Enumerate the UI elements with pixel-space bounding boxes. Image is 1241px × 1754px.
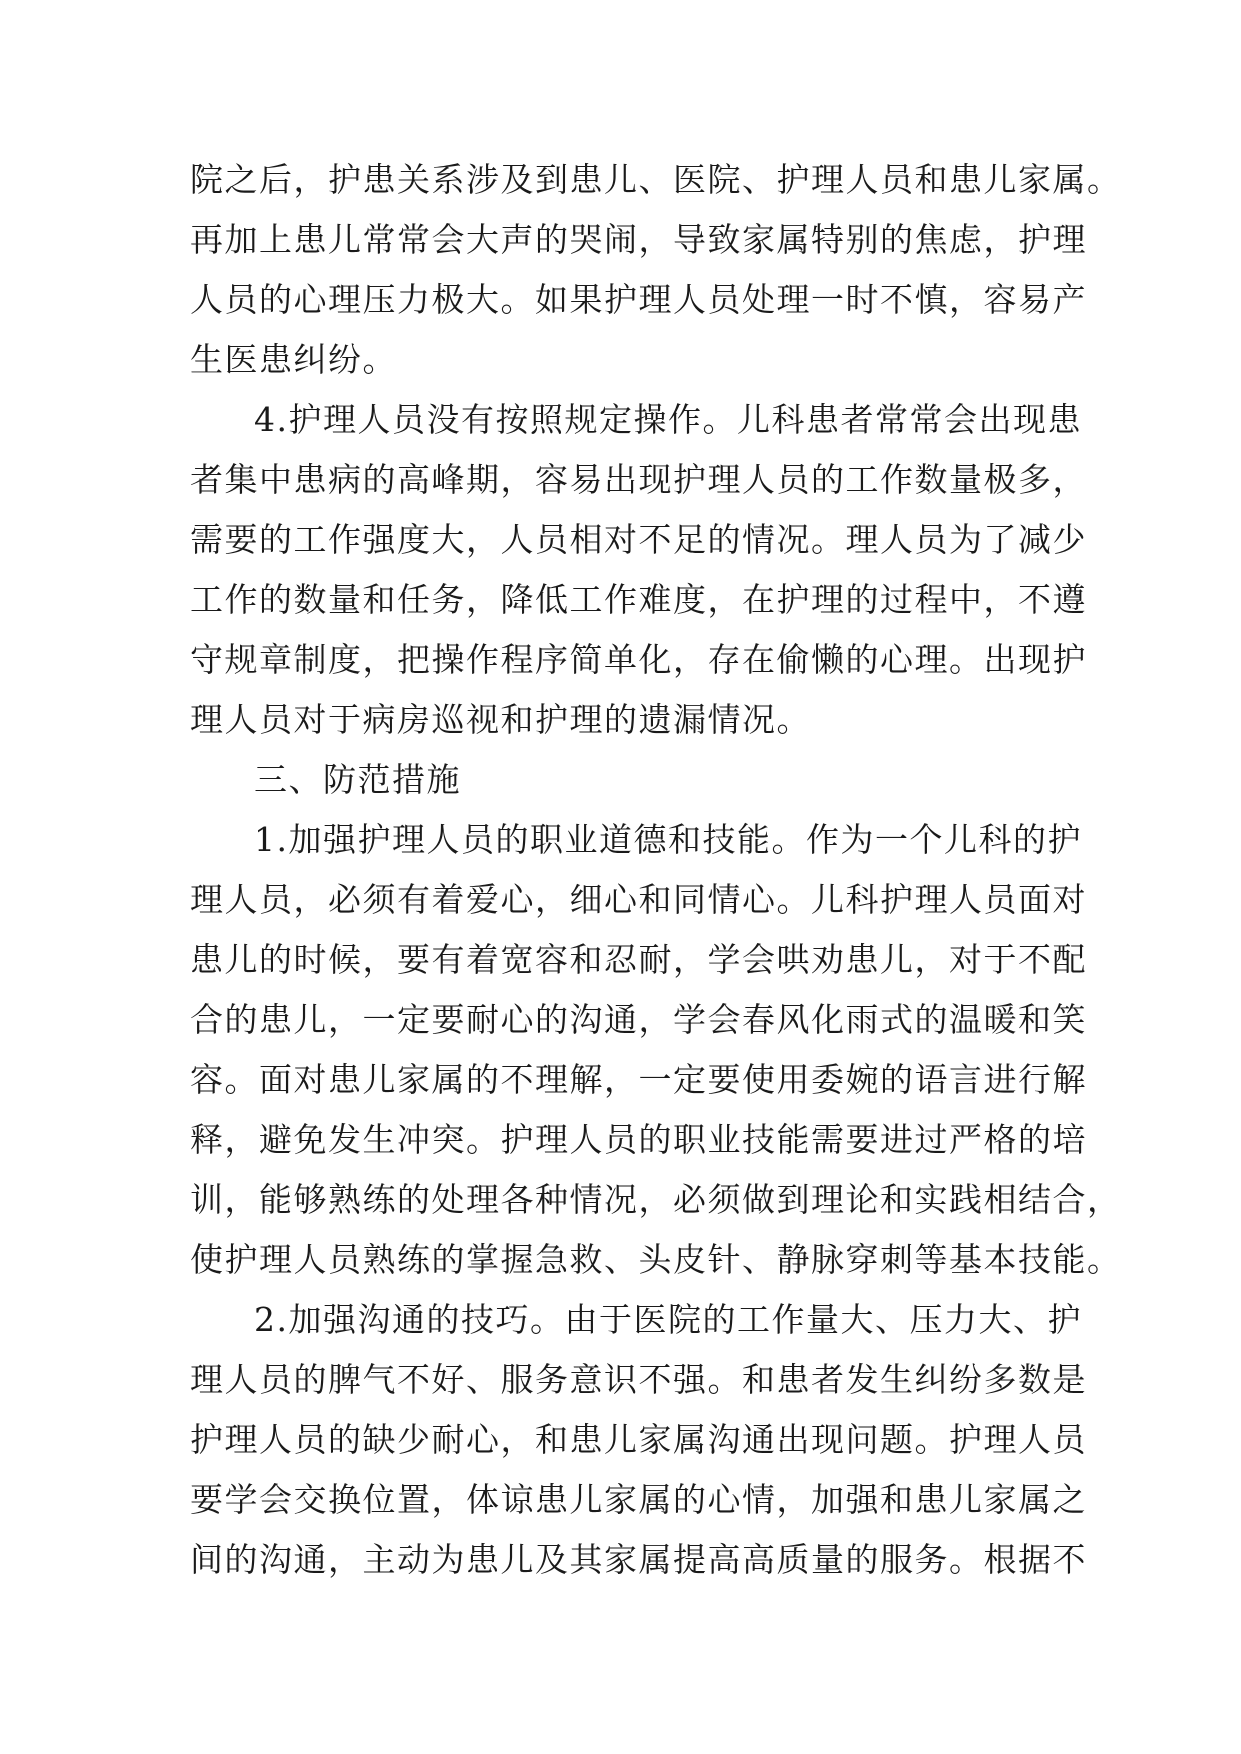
text-line: 合的患儿，一定要耐心的沟通，学会春风化雨式的温暖和笑 xyxy=(190,1000,1087,1039)
text-line: 理人员对于病房巡视和护理的遗漏情况。 xyxy=(190,700,811,739)
text-line: 2.加强沟通的技巧。由于医院的工作量大、压力大、护 xyxy=(254,1300,1082,1339)
text-line: 容。面对患儿家属的不理解，一定要使用委婉的语言进行解 xyxy=(190,1060,1087,1099)
text-line: 要学会交换位置，体谅患儿家属的心情，加强和患儿家属之 xyxy=(190,1480,1087,1519)
text-line: 院之后，护患关系涉及到患儿、医院、护理人员和患儿家属。 xyxy=(190,160,1122,199)
text-line: 使护理人员熟练的掌握急救、头皮针、静脉穿刺等基本技能。 xyxy=(190,1240,1122,1279)
section-heading: 三、防范措施 xyxy=(254,760,461,799)
text-line: 1.加强护理人员的职业道德和技能。作为一个儿科的护 xyxy=(254,820,1082,859)
text-line: 4.护理人员没有按照规定操作。儿科患者常常会出现患 xyxy=(254,400,1082,439)
text-line: 理人员，必须有着爱心，细心和同情心。儿科护理人员面对 xyxy=(190,880,1087,919)
text-line: 工作的数量和任务，降低工作难度，在护理的过程中，不遵 xyxy=(190,580,1087,619)
text-line: 守规章制度，把操作程序简单化，存在偷懒的心理。出现护 xyxy=(190,640,1087,679)
text-line: 需要的工作强度大，人员相对不足的情况。理人员为了减少 xyxy=(190,520,1087,559)
text-line: 者集中患病的高峰期，容易出现护理人员的工作数量极多， xyxy=(190,460,1087,499)
text-line: 生医患纠纷。 xyxy=(190,340,397,379)
text-line: 人员的心理压力极大。如果护理人员处理一时不慎，容易产 xyxy=(190,280,1087,319)
text-line: 间的沟通，主动为患儿及其家属提高高质量的服务。根据不 xyxy=(190,1540,1087,1579)
text-line: 护理人员的缺少耐心，和患儿家属沟通出现问题。护理人员 xyxy=(190,1420,1087,1459)
text-line: 训，能够熟练的处理各种情况，必须做到理论和实践相结合， xyxy=(190,1180,1122,1219)
text-line: 再加上患儿常常会大声的哭闹，导致家属特别的焦虑，护理 xyxy=(190,220,1087,259)
text-line: 患儿的时候，要有着宽容和忍耐，学会哄劝患儿，对于不配 xyxy=(190,940,1087,979)
text-line: 理人员的脾气不好、服务意识不强。和患者发生纠纷多数是 xyxy=(190,1360,1087,1399)
text-line: 释，避免发生冲突。护理人员的职业技能需要进过严格的培 xyxy=(190,1120,1087,1159)
